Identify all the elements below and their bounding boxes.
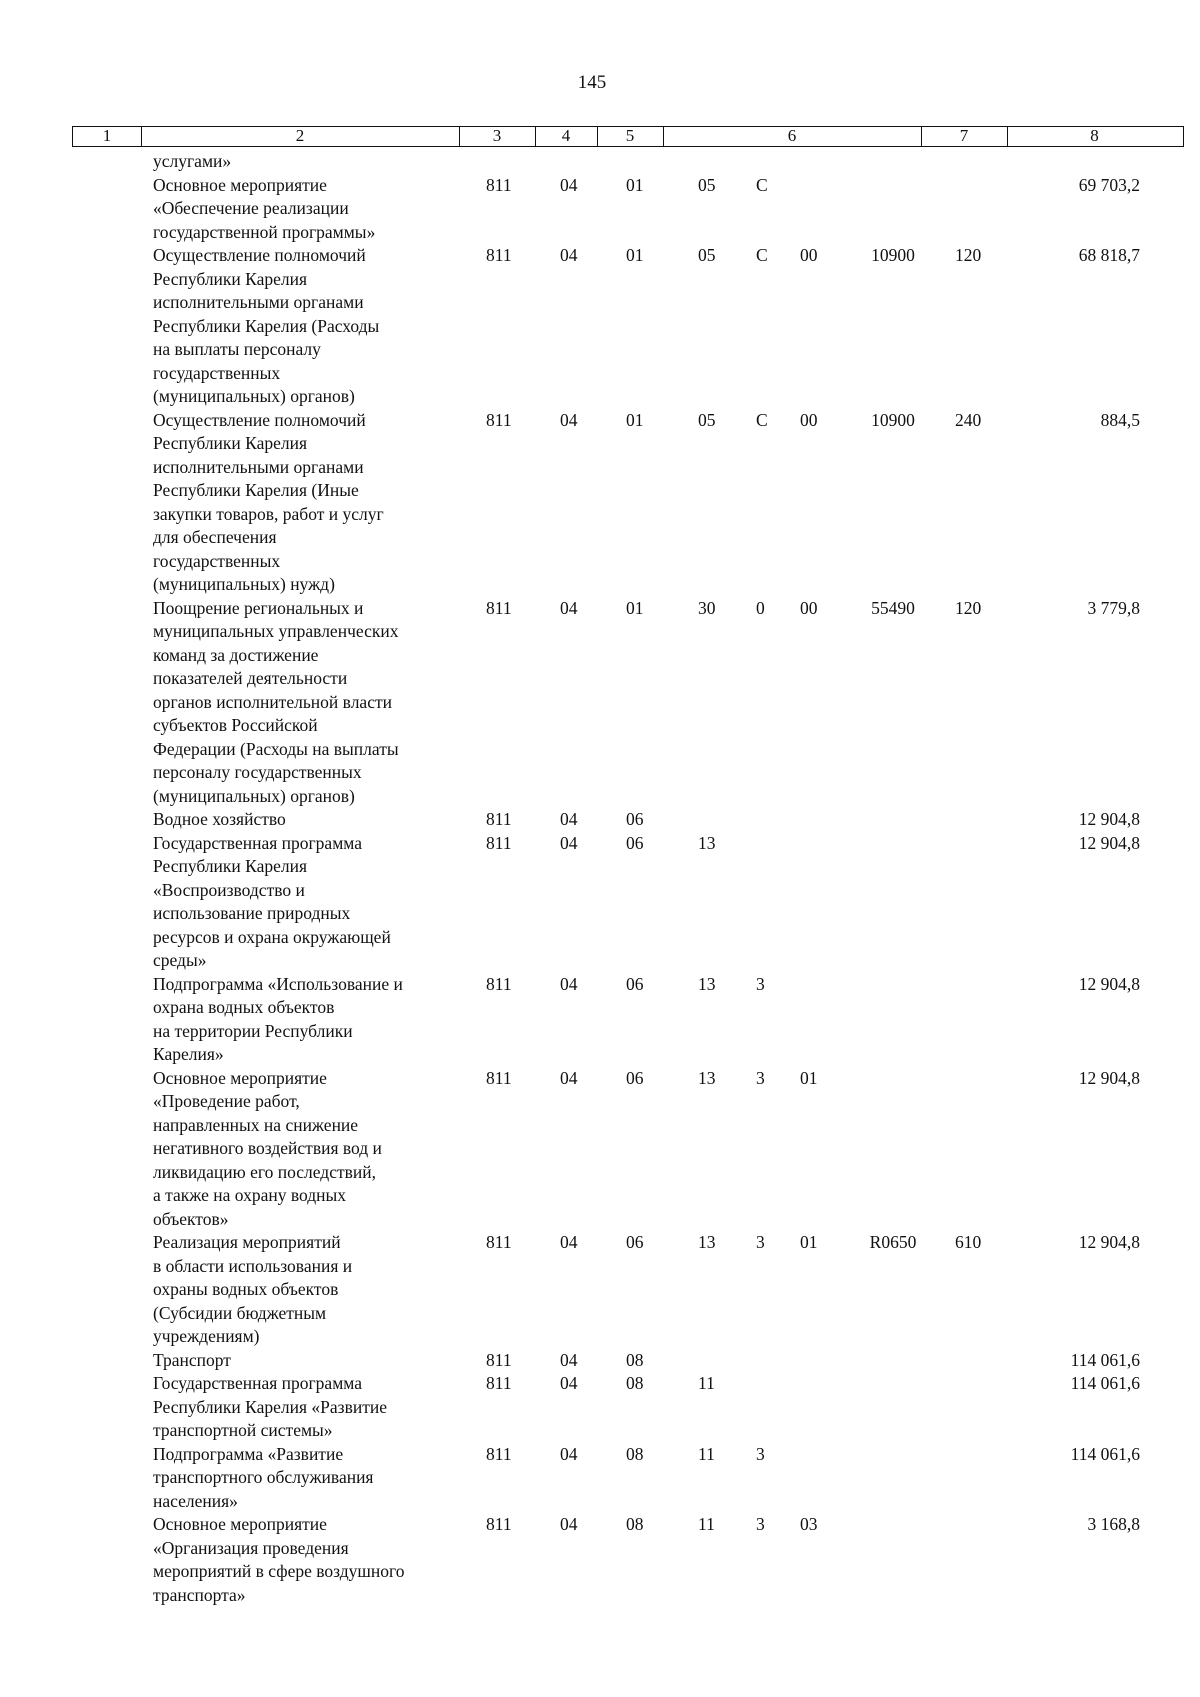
item-name (153, 808, 453, 832)
col-program: 11 (698, 1373, 715, 1393)
col-amount: 12 904,8 (1078, 809, 1140, 829)
col-subprogram: С (756, 245, 768, 265)
item-name-line: «Обеспечение реализации (153, 198, 349, 218)
col-event: 01 (800, 1232, 818, 1252)
col-section: 04 (560, 1373, 578, 1393)
item-name-line: Карелия» (153, 1044, 224, 1064)
item-name-line: (муниципальных) нужд) (153, 574, 335, 594)
item-name (153, 973, 453, 1067)
col-amount: 3 168,8 (1087, 1514, 1140, 1534)
header-col-5: 5 (625, 126, 635, 145)
col-program: 13 (698, 1067, 716, 1088)
col-subprogram: 3 (756, 1514, 765, 1534)
col-subsection: 06 (626, 1067, 644, 1088)
item-name-line: мероприятий в сфере воздушного (153, 1561, 405, 1581)
item-name-line: транспорта» (153, 1584, 246, 1605)
col-program: 05 (698, 174, 716, 195)
item-name-line: использование природных (153, 903, 351, 923)
col-ved: 811 (486, 1232, 512, 1252)
col-subprogram: 0 (756, 597, 765, 618)
page-number: 145 (577, 72, 607, 93)
item-name (153, 1231, 453, 1349)
item-name-line: Осуществление полномочий (153, 409, 366, 430)
item-name-line: «Воспроизводство и (153, 879, 305, 900)
col-event: 01 (800, 1067, 818, 1088)
header-col-7: 7 (959, 126, 969, 145)
header-col-6: 6 (787, 126, 797, 145)
header-col-2: 2 (295, 126, 305, 145)
item-name-line: Транспорт (153, 1349, 231, 1370)
item-name (153, 409, 453, 597)
col-section: 04 (560, 174, 578, 195)
col-amount: 114 061,6 (1070, 1349, 1140, 1370)
col-subsection: 08 (626, 1514, 644, 1534)
item-name-line: охрана водных объектов (153, 997, 335, 1017)
item-name-line: Республики Карелия (Иные (153, 480, 359, 500)
col-section: 04 (560, 809, 578, 829)
col-subsection: 08 (626, 1373, 644, 1393)
col-amount: 114 061,6 (1070, 1443, 1140, 1464)
item-name (153, 244, 453, 409)
item-name (153, 597, 453, 809)
item-name-line: ликвидацию его последствий, (153, 1161, 376, 1182)
item-name-line: Подпрограмма «Развитие (153, 1443, 344, 1464)
col-amount: 3 779,8 (1087, 597, 1140, 618)
col-section: 04 (560, 1067, 578, 1088)
item-name-line: Основное мероприятие (153, 174, 327, 195)
col-section: 04 (560, 973, 578, 994)
item-name-line: муниципальных управленческих (153, 621, 399, 641)
item-name-line: а также на охрану водных (153, 1185, 347, 1205)
col-subprogram: 3 (756, 1067, 765, 1088)
col-expense-type: 610 (955, 1232, 982, 1252)
col-subprogram: 3 (756, 973, 765, 994)
col-subsection: 06 (626, 1232, 644, 1252)
item-name-line: негативного воздействия вод и (153, 1138, 382, 1158)
col-direction: R0650 (869, 1232, 917, 1252)
item-name-line: среды» (153, 950, 207, 970)
col-expense-type: 120 (955, 245, 982, 265)
item-name (153, 174, 453, 245)
item-name-line: государственных (153, 362, 281, 383)
item-name-line: Основное мероприятие (153, 1514, 327, 1534)
item-name-line: направленных на снижение (153, 1114, 359, 1135)
table-row (0, 1443, 1200, 1514)
item-name-line: учреждениям) (153, 1326, 260, 1346)
col-program: 13 (698, 973, 716, 994)
col-section: 04 (560, 1443, 578, 1464)
header-col-8: 8 (1090, 126, 1099, 145)
col-section: 04 (560, 1514, 578, 1534)
item-name-line: Республики Карелия «Развитие (153, 1396, 387, 1417)
item-name-line: Государственная программа (153, 832, 362, 853)
header-col-3: 3 (492, 126, 502, 145)
col-subprogram: 3 (756, 1232, 765, 1252)
item-name-line: (муниципальных) органов) (153, 785, 355, 806)
col-event: 00 (800, 597, 818, 618)
item-name-line: государственных (153, 550, 281, 571)
col-direction: 10900 (871, 245, 915, 265)
item-name-line: исполнительными органами (153, 456, 364, 477)
item-name-line: закупки товаров, работ и услуг (153, 503, 384, 524)
table-row (0, 1067, 1200, 1232)
col-ved: 811 (486, 1373, 512, 1393)
col-subsection: 01 (626, 245, 644, 265)
item-name-line: на территории Республики (153, 1020, 353, 1041)
col-subsection: 06 (626, 809, 644, 829)
col-subsection: 06 (626, 832, 644, 853)
item-name-line: «Организация проведения (153, 1537, 349, 1558)
col-program: 11 (698, 1443, 715, 1464)
col-section: 04 (560, 1349, 578, 1370)
col-subsection: 01 (626, 174, 644, 195)
item-name (153, 150, 453, 174)
table-row (0, 244, 1200, 409)
item-name-line: «Проведение работ, (153, 1091, 300, 1111)
item-name (153, 1349, 453, 1373)
table-row (0, 150, 1200, 174)
col-subsection: 06 (626, 973, 644, 994)
item-name-line: Подпрограмма «Использование и (153, 973, 403, 994)
col-ved: 811 (486, 597, 512, 618)
item-name (153, 1372, 453, 1443)
item-name-line: услугами» (153, 151, 232, 171)
col-event: 03 (800, 1514, 818, 1534)
item-name-line: Основное мероприятие (153, 1067, 327, 1088)
col-program: 05 (698, 245, 716, 265)
col-ved: 811 (486, 1349, 512, 1370)
table-row (0, 1513, 1200, 1607)
col-ved: 811 (486, 973, 512, 994)
item-name-line: Республики Карелия (153, 433, 308, 453)
item-name-line: Федерации (Расходы на выплаты (153, 738, 399, 759)
item-name (153, 1067, 453, 1232)
item-name-line: Поощрение региональных и (153, 597, 364, 618)
header-col-4: 4 (561, 126, 571, 145)
table-row (0, 1372, 1200, 1443)
table-body (0, 150, 1200, 1607)
table-row (0, 973, 1200, 1067)
col-program: 11 (698, 1514, 715, 1534)
table-row (0, 597, 1200, 809)
col-section: 04 (560, 409, 578, 430)
col-subsection: 08 (626, 1443, 644, 1464)
table-row (0, 409, 1200, 597)
col-program: 30 (698, 597, 716, 618)
item-name-line: государственной программы» (153, 221, 376, 242)
item-name-line: Государственная программа (153, 1373, 362, 1393)
col-amount: 114 061,6 (1070, 1373, 1140, 1393)
col-amount: 884,5 (1100, 409, 1140, 430)
header-col-1: 1 (102, 126, 112, 145)
item-name-line: субъектов Российской (153, 715, 318, 735)
item-name-line: населения» (153, 1490, 238, 1511)
item-name-line: объектов» (153, 1208, 229, 1229)
item-name-line: команд за достижение (153, 644, 319, 665)
item-name-line: органов исполнительной власти (153, 691, 392, 712)
item-name-line: ресурсов и охрана окружающей (153, 926, 391, 947)
col-section: 04 (560, 597, 578, 618)
col-subsection: 01 (626, 597, 644, 618)
col-ved: 811 (486, 1443, 512, 1464)
col-amount: 12 904,8 (1078, 832, 1140, 853)
col-ved: 811 (486, 832, 512, 853)
col-ved: 811 (486, 409, 512, 430)
item-name-line: в области использования и (153, 1255, 353, 1276)
col-section: 04 (560, 245, 578, 265)
item-name-line: показателей деятельности (153, 668, 348, 688)
item-name-line: (Субсидии бюджетным (153, 1302, 327, 1323)
col-amount: 12 904,8 (1078, 1232, 1140, 1252)
item-name-line: персоналу государственных (153, 762, 362, 782)
item-name-line: транспортной системы» (153, 1420, 333, 1440)
col-ved: 811 (486, 245, 512, 265)
table-row (0, 832, 1200, 973)
item-name-line: (муниципальных) органов) (153, 386, 355, 406)
col-direction: 55490 (871, 597, 915, 618)
item-name-line: на выплаты персоналу (153, 339, 321, 359)
table-row (0, 1349, 1200, 1373)
col-event: 00 (800, 409, 818, 430)
item-name-line: охраны водных объектов (153, 1279, 339, 1299)
table-header (72, 126, 1184, 147)
item-name (153, 832, 453, 973)
col-amount: 12 904,8 (1078, 1067, 1140, 1088)
col-amount: 69 703,2 (1078, 174, 1140, 195)
col-event: 00 (800, 245, 818, 265)
item-name-line: Республики Карелия (153, 268, 308, 289)
table-row (0, 1231, 1200, 1349)
table-row (0, 174, 1200, 245)
col-ved: 811 (486, 1514, 512, 1534)
col-subsection: 08 (626, 1349, 644, 1370)
col-subprogram: С (756, 174, 768, 195)
item-name-line: для обеспечения (153, 527, 277, 547)
col-direction: 10900 (871, 409, 915, 430)
col-ved: 811 (486, 809, 512, 829)
item-name-line: Осуществление полномочий (153, 245, 366, 265)
col-expense-type: 120 (955, 597, 982, 618)
col-subprogram: С (756, 409, 768, 430)
item-name-line: Реализация мероприятий (153, 1232, 341, 1252)
item-name (153, 1443, 453, 1514)
col-expense-type: 240 (955, 409, 982, 430)
col-amount: 68 818,7 (1078, 245, 1140, 265)
col-ved: 811 (486, 174, 512, 195)
col-section: 04 (560, 1232, 578, 1252)
item-name-line: Республики Карелия (Расходы (153, 315, 380, 336)
col-subsection: 01 (626, 409, 644, 430)
col-ved: 811 (486, 1067, 512, 1088)
col-section: 04 (560, 832, 578, 853)
item-name (153, 1513, 453, 1607)
col-program: 13 (698, 832, 716, 853)
col-amount: 12 904,8 (1078, 973, 1140, 994)
col-program: 13 (698, 1232, 716, 1252)
item-name-line: исполнительными органами (153, 292, 364, 312)
item-name-line: Республики Карелия (153, 856, 308, 876)
table-row (0, 808, 1200, 832)
item-name-line: Водное хозяйство (153, 809, 286, 829)
col-program: 05 (698, 409, 716, 430)
item-name-line: транспортного обслуживания (153, 1467, 374, 1487)
col-subprogram: 3 (756, 1443, 765, 1464)
